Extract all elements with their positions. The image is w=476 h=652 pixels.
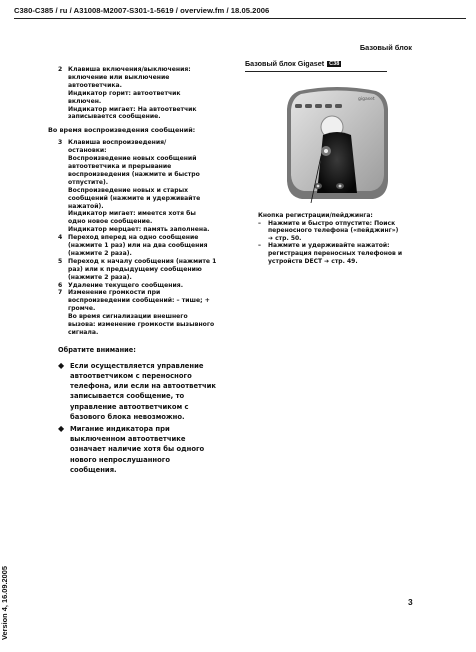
item-line: сигнала. [68, 329, 99, 336]
caption-line: регистрация переносных телефонов и [268, 249, 403, 257]
caption-line: переносного телефона («пейджинг») [268, 227, 399, 235]
note-line: Если осуществляется управление [70, 361, 204, 370]
note-line: сообщения. [70, 465, 117, 474]
item-line: Переход к началу сообщения (нажмите 1 [68, 257, 217, 265]
base-station-title-text: Базовый блок Gigaset [245, 59, 325, 68]
section-title: Базовый блок [359, 43, 412, 52]
caption-line: Нажмите и удерживайте нажатой: [268, 242, 390, 250]
note-heading: Обратите внимание: [58, 345, 136, 354]
note-line: Мигание индикатора при [70, 425, 170, 434]
list-item-2 [58, 66, 233, 121]
playback-heading: Во время воспроизведения сообщений: [48, 126, 196, 135]
base-station-title [245, 59, 387, 72]
item-line: воспроизведения (нажмите и быстро [68, 170, 200, 178]
dash-bullet-icon: – [258, 219, 261, 227]
page-number: 3 [408, 597, 413, 607]
item-number: 6 [58, 281, 63, 289]
item-line: записывается сообщение. [68, 113, 161, 121]
item-line: Во время сигнализации внешнего [68, 313, 188, 321]
item-line: раз) или к предыдущему сообщению [68, 265, 202, 273]
caption-line: устройств DECT ➔ стр. 49. [268, 257, 358, 265]
item-line: включение или выключение [68, 73, 170, 81]
item-line: сообщений (нажмите и удерживайте [68, 194, 201, 202]
list-item-7 [58, 289, 233, 336]
page-header: C380-C385 / ru / A31008-M2007-S301-1-5619 / overview.fm / 18.05.2006 [14, 6, 466, 19]
diamond-bullet-icon: ◆ [58, 424, 65, 434]
note-line: записывается сообщение, то [70, 392, 185, 401]
version-stamp: Version 4, 16.09.2005 [0, 566, 9, 640]
device-brand-label: gigaset [358, 97, 375, 102]
notes-list [58, 361, 233, 475]
list-item-5 [58, 258, 233, 282]
item-line: включен. [68, 97, 102, 105]
list-item-6 [58, 282, 233, 290]
item-line: остановки: [68, 147, 107, 155]
item-line: автоответчика. [68, 81, 122, 89]
item-line: Воспроизведение новых сообщений [68, 155, 197, 163]
base-station-image [285, 85, 390, 203]
item-line: Удаление текущего сообщения. [68, 281, 184, 289]
handset-cradle [317, 132, 357, 193]
dash-bullet-icon: – [258, 242, 261, 250]
item-number: 7 [58, 289, 63, 297]
list-item-3 [58, 139, 233, 234]
caption-heading: Кнопка регистрации/пейджинга: [258, 212, 373, 219]
note-line: телефона, или если на автоответчик [70, 382, 217, 391]
caption-item [258, 242, 418, 265]
note-line: управление автоответчиком с [70, 402, 189, 411]
item-line: Клавиша включения/выключения: [68, 66, 191, 73]
item-number: 2 [58, 66, 63, 73]
note-line: выключенном автоответчике [70, 435, 186, 444]
note-line: нового непрослушанного [70, 455, 170, 464]
item-line: (нажмите 2 раза). [68, 273, 132, 281]
item-line: Переход вперед на одно сообщение [68, 234, 199, 242]
item-number: 5 [58, 257, 63, 265]
note-line: автоответчиком с переносного [70, 372, 192, 381]
caption-item [258, 220, 418, 243]
item-line: воспроизведении сообщений: – тише; + [68, 297, 210, 305]
left-column [48, 66, 233, 477]
item-line: Индикатор мигает: имеется хотя бы [68, 210, 196, 218]
note-item [58, 361, 233, 422]
note-line: означает наличие хотя бы одного [70, 445, 205, 454]
item-line: (нажмите 1 раз) или на два сообщения [68, 242, 208, 250]
item-line: Воспроизведение новых и старых [68, 186, 189, 194]
base-station-illustration [285, 85, 390, 207]
item-line: одно новое сообщение. [68, 218, 153, 226]
item-line: Индикатор горит: автоответчик [68, 89, 181, 97]
item-line: Индикатор мигает: На автоответчик [68, 105, 197, 113]
item-number: 4 [58, 234, 63, 242]
item-number: 3 [58, 139, 63, 147]
note-line: базового блока невозможно. [70, 412, 185, 421]
item-line: нажатой). [68, 202, 104, 210]
caption-line: Нажмите и быстро отпустите: Поиск [268, 219, 396, 227]
diamond-bullet-icon: ◆ [58, 360, 65, 370]
item-line: Индикатор мерцает: память заполнена. [68, 226, 210, 234]
caption-line: ➔ стр. 50. [268, 234, 302, 242]
item-line: Клавиша воспроизведения/ [68, 139, 167, 147]
list-item-4 [58, 234, 233, 258]
item-line: отпустите). [68, 178, 109, 186]
item-line: (нажмите 2 раза). [68, 249, 132, 257]
model-badge: C38 [329, 61, 340, 67]
item-line: Изменение громкости при [68, 289, 161, 297]
item-line: вызова: изменение громкости вызывного [68, 321, 215, 329]
item-line: громче. [68, 305, 96, 313]
paging-key-caption [258, 212, 418, 265]
item-line: автоответчика и прерывание [68, 162, 172, 170]
note-item [58, 424, 233, 475]
